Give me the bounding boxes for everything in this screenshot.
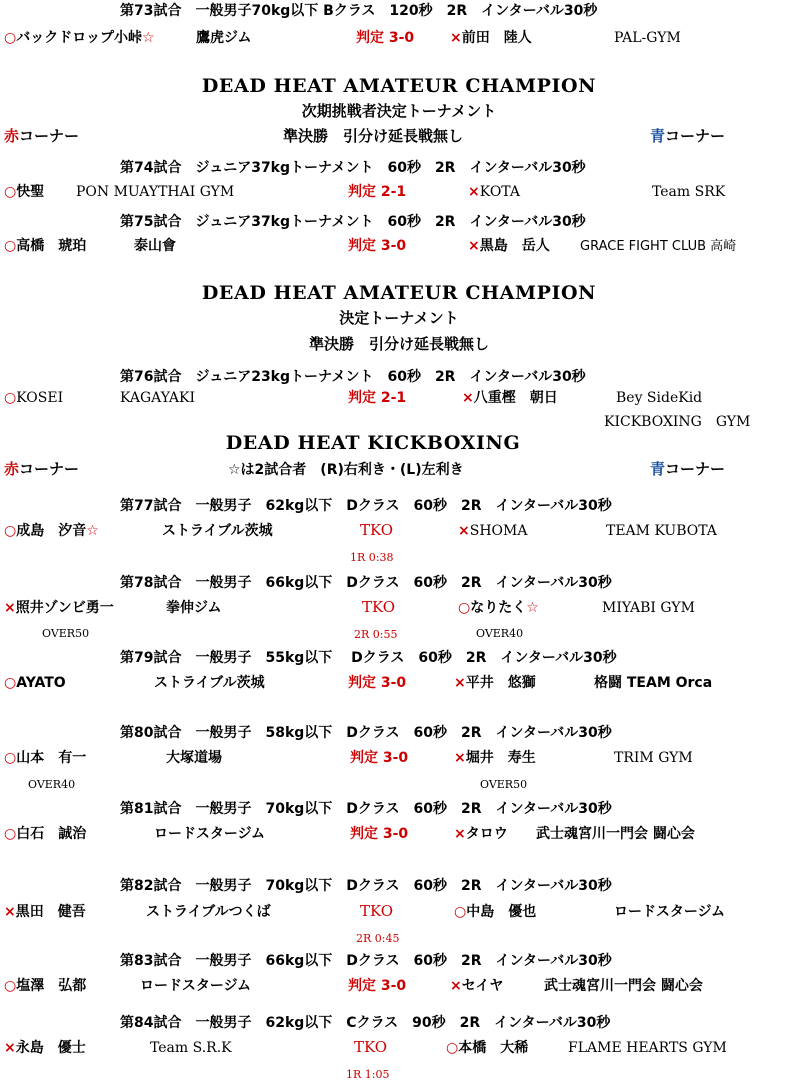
bout-82-red-fighter: [4, 905, 86, 919]
result-mark: ○: [454, 904, 467, 920]
bout-78-info: 第78試合 一般男子 66kg以下 Dクラス 60秒 2R インターバル30秒: [120, 575, 612, 591]
bout-82-blue-fighter: [454, 905, 536, 919]
bout-78-blue-fighter: [458, 601, 539, 615]
bout-83-info: 第83試合 一般男子 66kg以下 Dクラス 60秒 2R インターバル30秒: [120, 953, 612, 969]
fighter-name: 照井ゾンビ勇一: [15, 600, 114, 616]
bout-78-time: 2R 0:55: [354, 628, 398, 641]
bout-74-result: 判定 2-1: [348, 184, 407, 200]
bout-78-blue-gym: MIYABI GYM: [602, 600, 695, 616]
bout-84-blue-gym: FLAME HEARTS GYM: [568, 1040, 727, 1056]
result-mark: ×: [458, 523, 470, 539]
section-note: 準決勝 引分け延長戦無し: [308, 335, 489, 353]
bout-84-time: 1R 1:05: [346, 1068, 390, 1081]
bout-80-result: 判定 3-0: [350, 750, 409, 766]
bout-79-result: 判定 3-0: [348, 675, 407, 691]
bout-76-blue-gym: Bey SideKid: [616, 390, 703, 406]
result-mark: ×: [454, 826, 466, 842]
fighter-name: タロウ: [465, 826, 508, 842]
bout-84-info: 第84試合 一般男子 62kg以下 Cクラス 90秒 2R インターバル30秒: [120, 1015, 611, 1031]
fighter-name: なりたく: [470, 600, 527, 616]
bout-77-red-fighter: [4, 524, 99, 538]
bout-76-red-gym: KAGAYAKI: [120, 390, 195, 406]
section-title: DEAD HEAT AMATEUR CHAMPION: [201, 75, 597, 97]
result-mark: ×: [468, 184, 480, 200]
fighter-name: 平井 悠獅: [465, 675, 536, 691]
bout-81-blue-gym: 武士魂宮川一門会 闘心会: [536, 826, 695, 842]
bout-77-info: 第77試合 一般男子 62kg以下 Dクラス 60秒 2R インターバル30秒: [120, 498, 612, 514]
fighter-name: 山本 有一: [16, 750, 87, 766]
fighter-name: 本橋 大稀: [458, 1040, 529, 1056]
bout-74-red-gym: PON MUAYTHAI GYM: [76, 184, 235, 200]
result-mark: ○: [4, 750, 17, 766]
red-corner-label: [4, 462, 79, 477]
bout-83-blue-gym: 武士魂宮川一門会 闘心会: [544, 978, 703, 994]
fighter-name: 塩澤 弘都: [16, 978, 87, 994]
bout-73-result: 判定 3-0: [356, 30, 415, 46]
bout-76-result: 判定 2-1: [348, 390, 407, 406]
bout-80-blue-sub: OVER50: [480, 778, 528, 791]
result-mark: ×: [454, 675, 466, 691]
bout-75-info: 第75試合 ジュニア37kgトーナメント 60秒 2R インターバル30秒: [120, 214, 586, 230]
bout-77-result: TKO: [360, 521, 394, 539]
bout-75-blue-fighter: [468, 239, 550, 253]
bout-76-info: 第76試合 ジュニア23kgトーナメント 60秒 2R インターバル30秒: [120, 369, 586, 385]
fighter-name: AYATO: [16, 675, 66, 691]
bout-81-red-gym: ロードスタージム: [154, 826, 266, 842]
fighter-name: 中島 優也: [466, 904, 537, 920]
bout-83-blue-fighter: [450, 979, 503, 993]
fighter-name: 白石 誠治: [16, 826, 87, 842]
fighter-name: バックドロップ小峠: [16, 30, 142, 46]
bout-77-blue-fighter: [458, 524, 527, 538]
bout-78-red-sub: OVER50: [42, 627, 90, 640]
blue-char: 青: [650, 460, 666, 478]
bout-77-time: 1R 0:38: [350, 551, 394, 564]
bout-74-blue-gym: Team SRK: [652, 184, 726, 200]
bout-73-blue-fighter: [450, 31, 532, 45]
bout-79-blue-fighter: [454, 676, 536, 690]
result-mark: ○: [4, 30, 17, 46]
fighter-name: SHOMA: [469, 523, 528, 539]
bout-76-blue-gym-line2: KICKBOXING GYM: [604, 414, 751, 430]
fighter-name: 快聖: [16, 184, 45, 200]
fighter-name: 黒田 健吾: [15, 904, 86, 920]
bout-84-red-gym: Team S.R.K: [150, 1040, 232, 1056]
red-char: 赤: [4, 127, 20, 145]
fighter-name: 高橋 琥珀: [16, 238, 87, 254]
bout-81-red-fighter: [4, 827, 86, 841]
fighter-name: KOTA: [479, 184, 520, 200]
result-mark: ○: [4, 978, 17, 994]
two-bout-star: ☆: [141, 30, 155, 46]
bout-83-red-fighter: [4, 979, 86, 993]
bout-79-red-fighter: [4, 676, 66, 690]
bout-73-red-gym: 鷹虎ジム: [196, 30, 252, 46]
result-mark: ○: [4, 390, 17, 406]
section-subtitle: 決定トーナメント: [339, 309, 459, 327]
result-mark: ×: [468, 238, 480, 254]
bout-74-info: 第74試合 ジュニア37kgトーナメント 60秒 2R インターバル30秒: [120, 160, 586, 176]
bout-82-red-gym: ストライブルつくば: [146, 904, 271, 920]
bout-81-result: 判定 3-0: [350, 826, 409, 842]
result-mark: ○: [4, 523, 17, 539]
bout-76-blue-fighter: [462, 391, 558, 405]
result-mark: ○: [4, 826, 17, 842]
bout-74-blue-fighter: [468, 185, 520, 199]
bout-84-result: TKO: [354, 1038, 388, 1056]
result-mark: ×: [4, 1040, 16, 1056]
result-mark: ×: [462, 390, 474, 406]
result-mark: ○: [4, 184, 17, 200]
bout-73-info: 第73試合 一般男子70kg以下 Bクラス 120秒 2R インターバル30秒: [120, 3, 598, 19]
bout-78-red-gym: 拳伸ジム: [166, 600, 222, 616]
bout-73-blue-gym: PAL-GYM: [614, 30, 681, 46]
bout-78-red-fighter: [4, 601, 114, 615]
two-bout-star: ☆: [526, 600, 539, 616]
bout-80-red-fighter: [4, 751, 86, 765]
bout-84-red-fighter: [4, 1041, 86, 1055]
blue-corner-label: [650, 462, 725, 477]
section-subtitle: 次期挑戦者決定トーナメント: [301, 102, 497, 120]
bout-77-red-gym: ストライブル茨城: [162, 523, 273, 539]
result-mark: ×: [450, 30, 462, 46]
bout-74-red-fighter: [4, 185, 44, 199]
bout-80-blue-gym: TRIM GYM: [614, 750, 693, 766]
bout-73-red-fighter: [4, 31, 155, 45]
bout-80-red-sub: OVER40: [28, 778, 76, 791]
blue-corner-label: [650, 129, 725, 144]
bout-79-blue-gym: 格闘 TEAM Orca: [594, 675, 713, 691]
bout-79-info: 第79試合 一般男子 55kg以下 Dクラス 60秒 2R インターバル30秒: [120, 650, 617, 666]
fighter-name: 成島 汐音: [16, 523, 87, 539]
fighter-name: 永島 優士: [15, 1040, 86, 1056]
bout-80-blue-fighter: [454, 751, 536, 765]
bout-83-result: 判定 3-0: [348, 978, 407, 994]
blue-char: 青: [650, 127, 666, 145]
bout-83-red-gym: ロードスタージム: [140, 978, 252, 994]
two-bout-star: ☆: [86, 523, 99, 539]
section-note: ☆は2試合者 (R)右利き・(L)左利き: [228, 462, 464, 478]
bout-80-info: 第80試合 一般男子 58kg以下 Dクラス 60秒 2R インターバル30秒: [120, 725, 612, 741]
bout-80-red-gym: 大塚道場: [166, 750, 222, 766]
red-char: 赤: [4, 460, 20, 478]
bout-76-red-fighter: [4, 391, 63, 405]
bout-78-result: TKO: [362, 598, 396, 616]
bout-75-blue-gym: GRACE FIGHT CLUB 高崎: [580, 239, 737, 254]
corner-word: コーナー: [665, 460, 726, 478]
section-note: 準決勝 引分け延長戦無し: [283, 127, 464, 145]
section-title: DEAD HEAT AMATEUR CHAMPION: [201, 282, 597, 304]
red-corner-label: [4, 129, 79, 144]
bout-75-result: 判定 3-0: [348, 238, 407, 254]
bout-75-red-fighter: [4, 239, 86, 253]
bout-84-blue-fighter: [446, 1041, 528, 1055]
corner-word: コーナー: [665, 127, 726, 145]
bout-82-blue-gym: ロードスタージム: [614, 904, 726, 920]
bout-77-blue-gym: TEAM KUBOTA: [606, 523, 717, 539]
fighter-name: KOSEI: [16, 390, 64, 406]
fighter-name: セイヤ: [461, 978, 504, 994]
fighter-name: 前田 陸人: [461, 30, 532, 46]
result-mark: ×: [4, 904, 16, 920]
bout-82-result: TKO: [360, 902, 394, 920]
corner-word: コーナー: [19, 460, 80, 478]
bout-79-red-gym: ストライブル茨城: [154, 675, 265, 691]
fighter-name: 堀井 寿生: [465, 750, 536, 766]
result-mark: ○: [4, 675, 17, 691]
bout-82-time: 2R 0:45: [356, 932, 400, 945]
fighter-name: 八重樫 朝日: [473, 390, 558, 406]
result-mark: ×: [4, 600, 16, 616]
result-mark: ○: [446, 1040, 459, 1056]
bout-75-red-gym: 泰山會: [134, 238, 176, 254]
bout-78-blue-sub: OVER40: [476, 627, 524, 640]
result-mark: ×: [450, 978, 462, 994]
bout-81-info: 第81試合 一般男子 70kg以下 Dクラス 60秒 2R インターバル30秒: [120, 801, 612, 817]
fighter-name: 黒島 岳人: [479, 238, 550, 254]
bout-82-info: 第82試合 一般男子 70kg以下 Dクラス 60秒 2R インターバル30秒: [120, 878, 612, 894]
bout-81-blue-fighter: [454, 827, 508, 841]
corner-word: コーナー: [19, 127, 80, 145]
result-mark: ×: [454, 750, 466, 766]
section-title: DEAD HEAT KICKBOXING: [225, 432, 521, 454]
result-mark: ○: [458, 600, 471, 616]
result-mark: ○: [4, 238, 17, 254]
